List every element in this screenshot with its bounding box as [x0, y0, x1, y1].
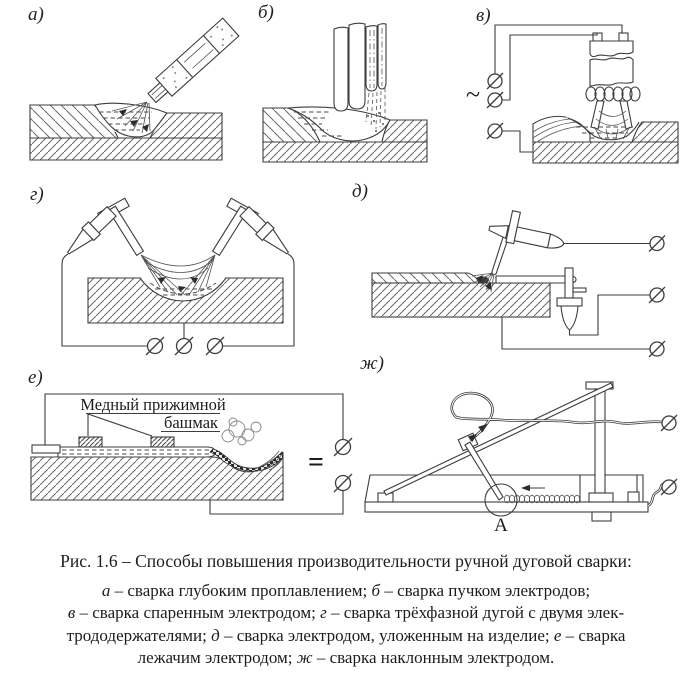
terminal-icon: [334, 438, 352, 456]
workpiece: [88, 278, 283, 323]
dc-symbol: =: [308, 447, 324, 478]
panel-label-b: б): [258, 2, 274, 23]
terminal-icon: [146, 337, 164, 355]
electrode-holder-left: [62, 198, 143, 259]
support-column: [586, 382, 613, 521]
panel-label-g: г): [30, 184, 44, 205]
panel-a-drawing: [0, 0, 230, 180]
electrode-holder-right: [213, 198, 294, 259]
copper-shoe-label-line2: башмак: [163, 413, 219, 432]
panel-label-zh: ж): [360, 353, 385, 374]
copper-shoes: [79, 437, 174, 447]
terminal-icon: [661, 415, 677, 431]
terminal-icon: [649, 287, 665, 303]
panel-label-d: д): [352, 181, 368, 202]
panel-label-a: а): [28, 4, 44, 25]
panel-e-drawing: [0, 365, 360, 555]
panel-v-drawing: [430, 0, 692, 180]
clamp-coil: [586, 87, 640, 101]
caption-line-5: лежачим электродом; ж – сварка наклонным электродом.: [137, 647, 555, 667]
electrode-bundle: [334, 23, 386, 111]
ground-cable: [648, 484, 663, 506]
terminal-icon: [334, 474, 352, 492]
terminal-icon: [206, 337, 224, 355]
caption-line-4: трододержателями; д – сварка электродом, уложенным на изделие; е – сварка: [66, 625, 626, 645]
caption-line-3: в – сварка спаренным электродом; г – сварка трёхфазной дугой с двумя элек-: [67, 603, 625, 623]
copper-shoe-callout: [80, 395, 225, 436]
panel-g-drawing: [0, 180, 350, 370]
caption-line-2: а – сварка глубоким проплавлением; б – сварка пучком электродов;: [101, 581, 591, 600]
panel-label-e: е): [28, 367, 43, 388]
smoke-swirls: [222, 418, 261, 445]
figure-caption: [0, 551, 692, 669]
workpiece: [31, 452, 283, 500]
paired-electrode-holder: [586, 33, 640, 129]
panel-zh-drawing: [360, 350, 692, 550]
terminal-icon: [661, 479, 677, 495]
panel-b-drawing: [230, 0, 430, 180]
point-a-label: А: [494, 515, 508, 536]
lying-electrode: [32, 445, 215, 457]
terminal-icon: [487, 73, 503, 89]
terminal-icon: [487, 123, 503, 139]
copper-shoe-label-line1: Медный прижимной: [80, 395, 226, 414]
terminal-icon: [175, 337, 193, 355]
electrode: [144, 18, 239, 107]
panel-label-v: в): [476, 5, 491, 26]
electrode-holder: [487, 207, 568, 275]
ac-symbol: ~: [466, 80, 481, 109]
terminal-icon: [649, 236, 665, 252]
caption-title: Рис. 1.6 – Способы повышения производительности ручной дуговой сварки:: [60, 551, 632, 571]
terminal-icon: [487, 92, 503, 108]
welding-cable: [452, 393, 662, 442]
laid-electrode: [496, 276, 576, 283]
panel-d-drawing: [350, 180, 692, 370]
